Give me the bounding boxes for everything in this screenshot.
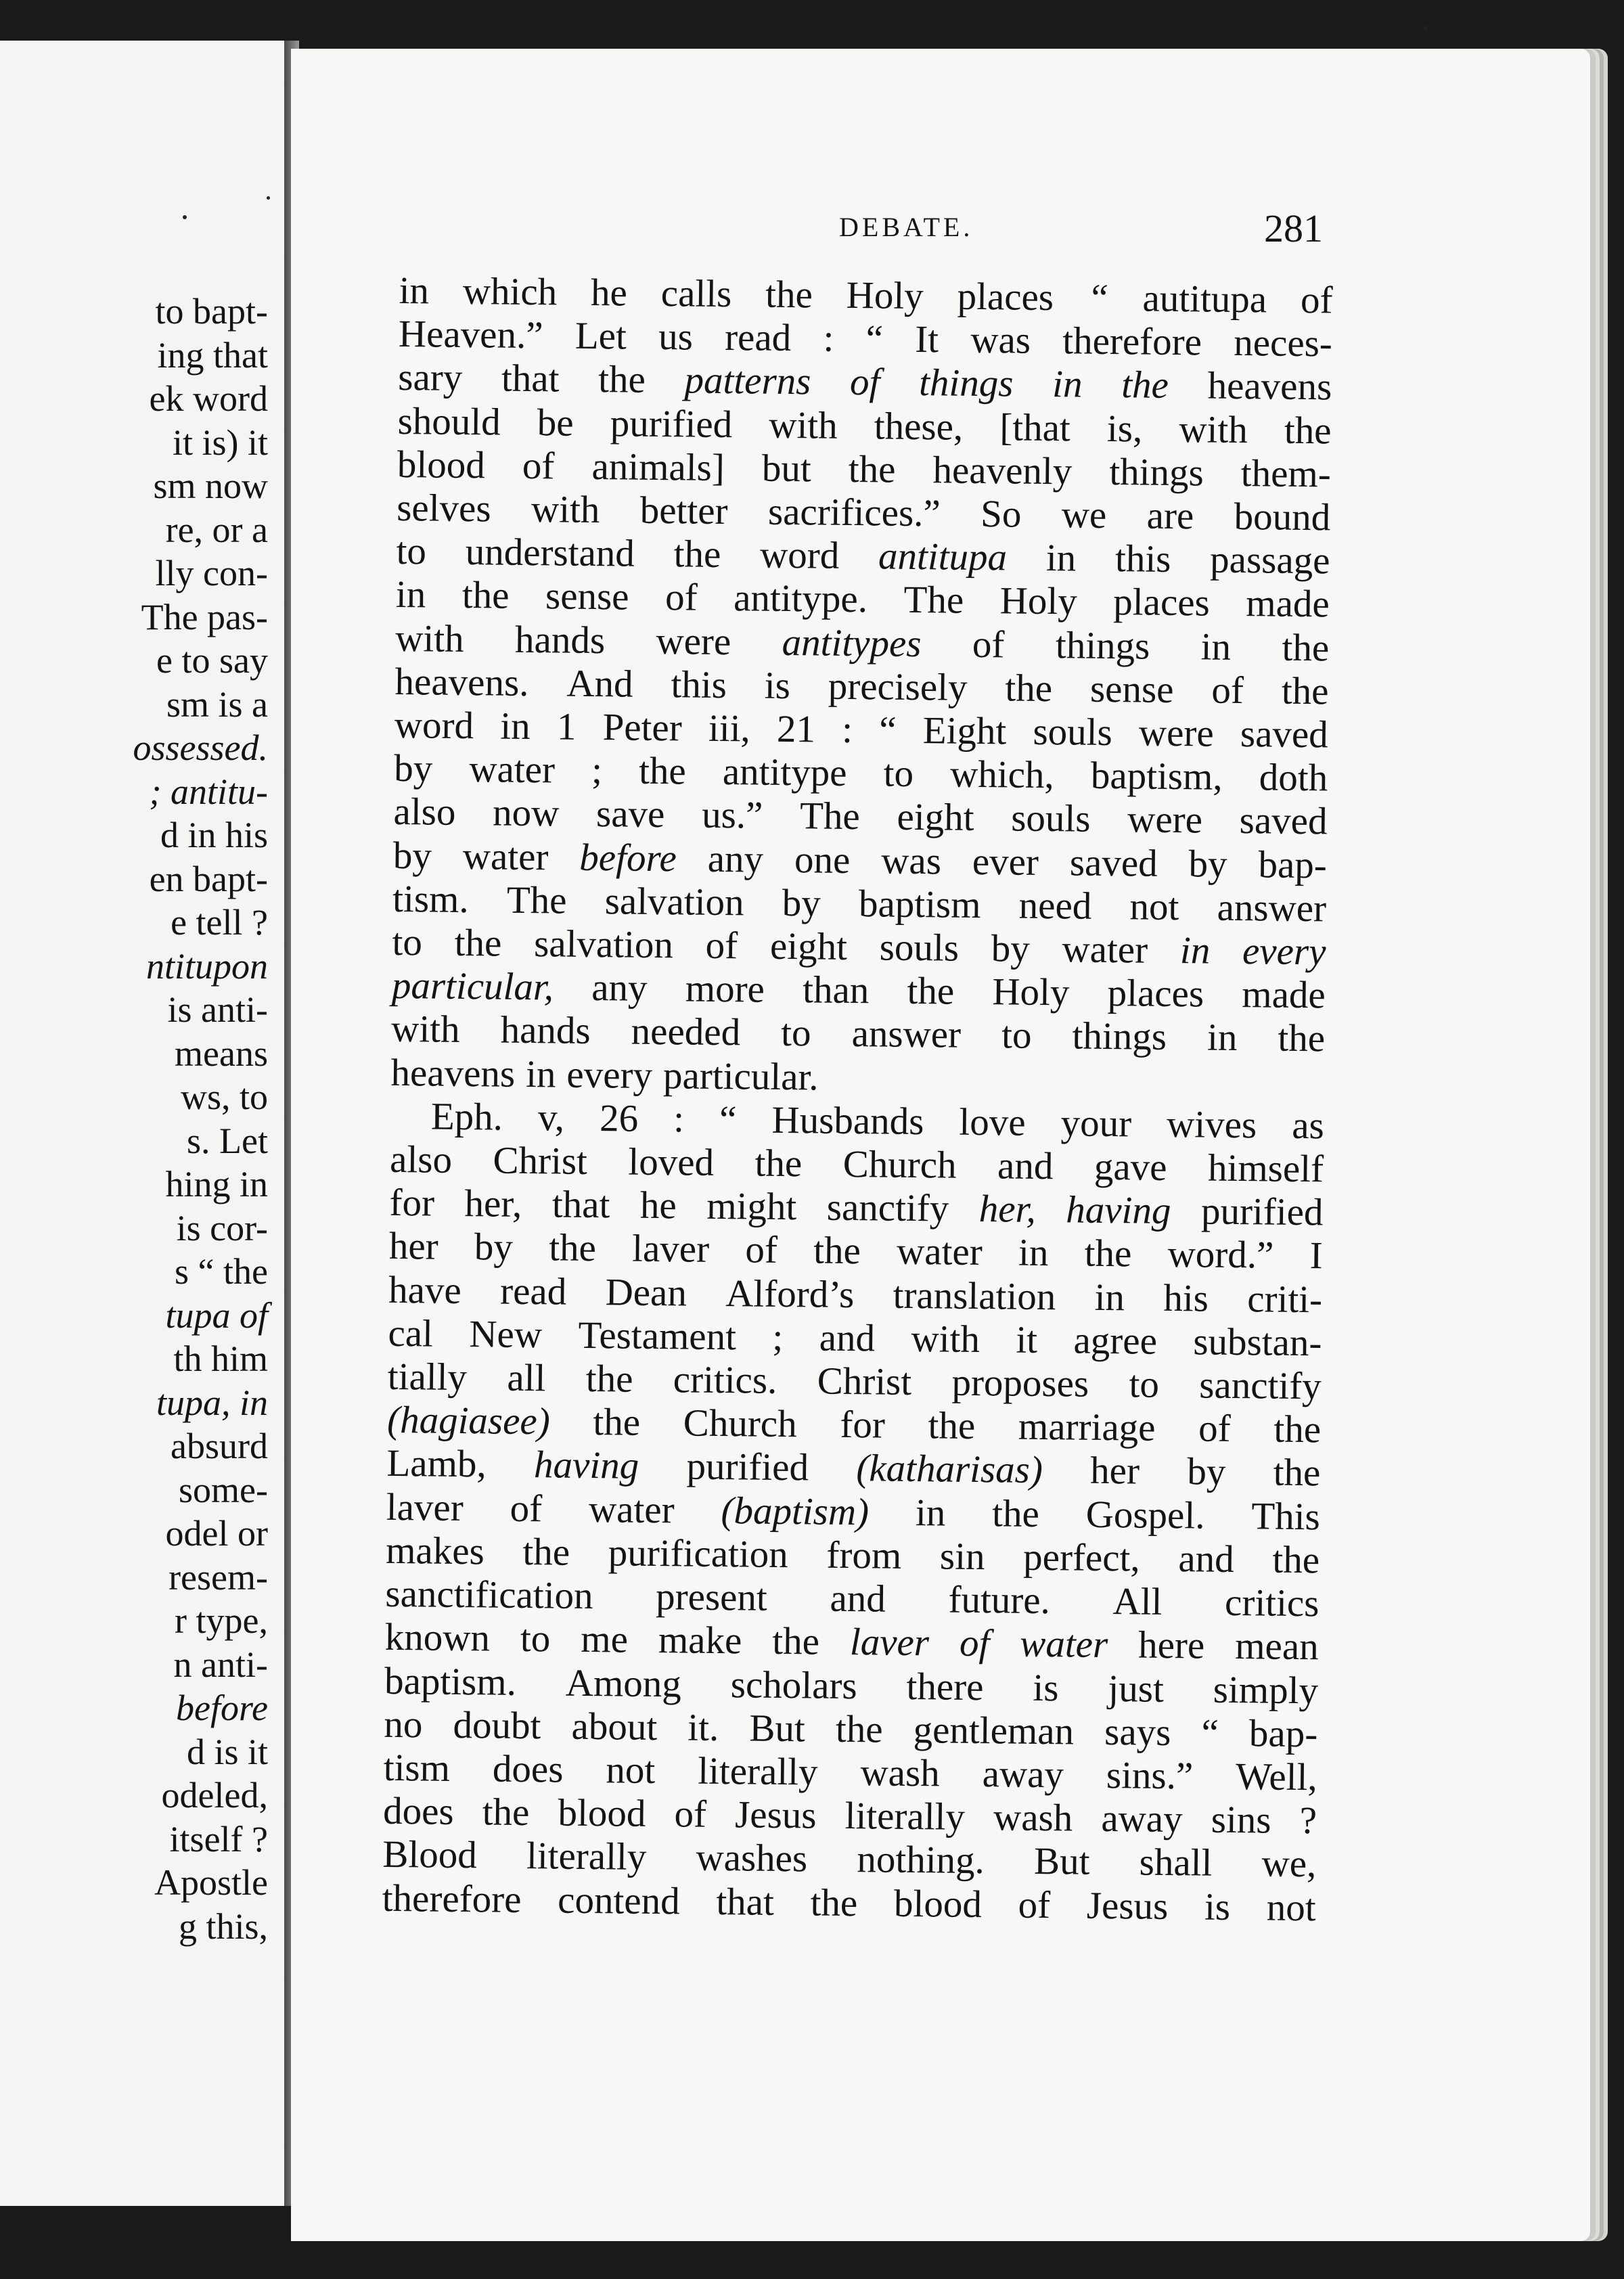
left-page-line: before — [176, 1688, 268, 1728]
body-line: Lamb, having purified (katharisas) her by the — [386, 1442, 1321, 1495]
body-line: Blood literally washes nothing. But shall we, — [382, 1833, 1317, 1886]
body-line: makes the purification from sin perfect, and the — [385, 1529, 1320, 1582]
left-page-line: ek word — [149, 378, 268, 419]
left-page-line: odel or — [165, 1513, 268, 1554]
body-line: (hagiasee) the Church for the marriage of the — [386, 1399, 1322, 1451]
body-line: should be purified with these, [that is, with the — [397, 399, 1332, 453]
body-line: Eph. v, 26 : “ Husbands love your wives as — [430, 1095, 1325, 1148]
left-page-line: ntitupon — [145, 945, 268, 987]
body-line: selves with better sacrifices.” So we are bound — [396, 486, 1331, 539]
dust-speck — [183, 215, 187, 219]
left-page-line: ; antitu- — [149, 771, 268, 812]
body-line: also Christ loved the Church and gave himself — [389, 1137, 1324, 1191]
left-page-line: sm is a — [166, 683, 268, 725]
left-page-line: g this, — [178, 1905, 268, 1947]
body-line: Heaven.” Let us read : “ It was therefore neces- — [398, 313, 1333, 365]
left-page-line: d in his — [160, 815, 268, 855]
left-page-line: lly con- — [155, 553, 268, 593]
left-page-line: odeled, — [161, 1775, 268, 1815]
body-line: cal New Testament ; and with it agree substan- — [388, 1311, 1322, 1365]
body-line: in the sense of antitype. The Holy places made — [395, 573, 1330, 626]
body-line: laver of water (baptism) in the Gospel. This — [386, 1485, 1321, 1539]
left-page-line: re, or a — [165, 509, 268, 550]
left-page-line: tupa of — [165, 1294, 268, 1336]
body-line: with hands needed to answer to things in the — [390, 1008, 1326, 1060]
body-line: blood of animals] but the heavenly things them- — [397, 443, 1332, 496]
running-head: DEBATE. — [839, 212, 974, 242]
left-page-line: ws, to — [180, 1077, 268, 1117]
body-line: tially all the critics. Christ proposes to sanctify — [387, 1355, 1322, 1408]
left-page-line: is anti- — [167, 989, 268, 1030]
left-page-line: some- — [179, 1469, 268, 1510]
body-line: tism. The salvation by baptism need not answer — [392, 877, 1327, 930]
left-page-line: s “ the — [175, 1251, 268, 1292]
dust-speck — [1424, 26, 1428, 31]
left-page-line: Apostle — [154, 1862, 268, 1903]
body-line: in which he calls the Holy places “ autitupa of — [399, 269, 1333, 322]
body-line: heavens in every particular. — [390, 1051, 819, 1099]
body-line: also now save us.” The eight souls were saved — [393, 790, 1328, 843]
body-line: therefore contend that the blood of Jesus is not — [382, 1876, 1316, 1929]
left-page-line: s. Let — [187, 1120, 268, 1161]
left-page-line: it is) it — [172, 422, 268, 463]
left-page-line: absurd — [171, 1426, 268, 1466]
left-page-line: resem- — [168, 1556, 268, 1598]
left-page-line: to bapt- — [155, 291, 268, 332]
left-page-line: e to say — [156, 640, 268, 681]
body-line: known to me make the laver of water here mean — [384, 1616, 1320, 1669]
left-page-line: th him — [173, 1338, 268, 1379]
left-page-line: r type, — [175, 1600, 268, 1641]
body-line: sanctification present and future. All critics — [385, 1572, 1320, 1625]
left-page-line: en bapt- — [149, 858, 268, 899]
left-page-text-column — [133, 290, 269, 1948]
body-line: to understand the word antitupa in this passage — [396, 530, 1330, 583]
body-line: sary that the patterns of things in the heavens — [397, 356, 1332, 409]
body-line: have read Dean Alford’s translation in his criti- — [388, 1268, 1323, 1322]
body-line: does the blood of Jesus literally wash away sins ? — [382, 1789, 1317, 1843]
left-page-line: sm now — [153, 466, 268, 506]
body-line: her by the laver of the water in the word.” I — [388, 1225, 1323, 1278]
left-page-line: itself ? — [169, 1818, 268, 1859]
body-line: no doubt about it. But the gentleman says “ bap- — [384, 1702, 1318, 1756]
body-line: word in 1 Peter iii, 21 : “ Eight souls were saved — [394, 703, 1329, 757]
left-page-line: e tell ? — [171, 902, 268, 943]
body-line: particular, any more than the Holy places made — [391, 964, 1326, 1017]
left-page-line: d is it — [186, 1731, 268, 1772]
left-page-line: n anti- — [173, 1644, 268, 1685]
body-line: by water before any one was ever saved by bap- — [392, 834, 1328, 887]
body-line: for her, that he might sanctify her, having purified — [389, 1181, 1324, 1234]
body-line: with hands were antitypes of things in the — [394, 616, 1330, 670]
left-page-line: hing in — [165, 1164, 268, 1204]
body-line: to the salvation of eight souls by water in every — [392, 920, 1326, 974]
left-page-line: tupa, in — [156, 1382, 268, 1423]
left-page-line: ossessed. — [133, 727, 268, 768]
page-body-text — [382, 269, 1332, 1930]
left-page-line: means — [175, 1033, 268, 1074]
left-page-line: is cor- — [176, 1207, 268, 1248]
body-line: tism does not literally wash away sins.” Well, — [383, 1746, 1318, 1799]
left-page-fragment — [0, 41, 288, 2206]
left-page-line: ing that — [157, 334, 268, 376]
left-page-line: The pas- — [141, 596, 268, 637]
dust-speck — [267, 196, 270, 200]
body-line: by water ; the antitype to which, baptism, doth — [393, 747, 1328, 800]
body-line: baptism. Among scholars there is just simply — [384, 1659, 1319, 1712]
page-number: 281 — [1264, 206, 1323, 250]
body-line: heavens. And this is precisely the sense of the — [394, 660, 1329, 713]
